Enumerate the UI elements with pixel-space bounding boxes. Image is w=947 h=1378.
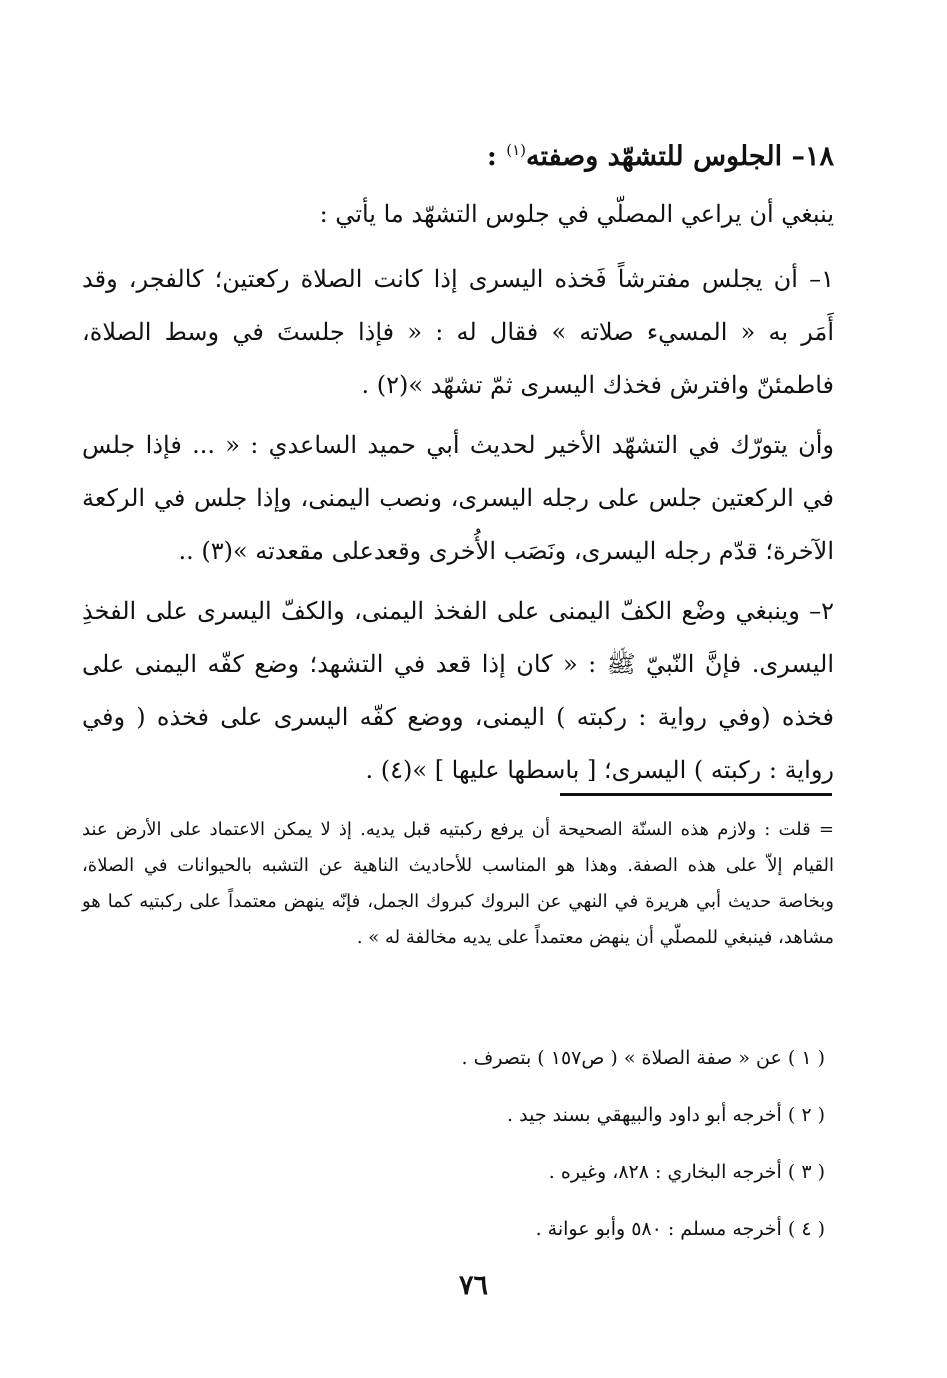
footnote-continuation: = قلت : ولازم هذه السنّة الصحيحة أن يرفع ركبتيه قبل يديه. إذ لا يمكن الاعتماد على الأرض عند القيام إلاّ على هذه الصفة. وهذا هو المناسب للأحاديث الناهية عن التشبه بالحيوانات في الصلاة، وبخاصة حديث أبي هريرة في النهي عن البروك كبروك الجمل، فإنّه ينهض معتمداً على ركبتيه كما هو مشاهد، فينبغي للمصلّي أن ينهض معتمداً على يديه مخالفة له » .	[82, 819, 834, 948]
section-colon: :	[486, 141, 497, 172]
footnote-4: ( ٤ ) أخرجه مسلم : ٥٨٠ وأبو عوانة .	[535, 1218, 825, 1240]
section-title: الجلوس للتشهّد وصفته	[526, 141, 783, 172]
page-number: ٧٦	[458, 1270, 488, 1301]
paragraph-hands-placement: ٢– وينبغي وضْع الكفّ اليمنى على الفخذ اليمنى، والكفّ اليسرى على الفخذِ اليسرى. فإنَّ النّبيّ ﷺ : « كان إذا قعد في التشهد؛ وضع كفّه اليمنى على فخذه (وفي رواية : ركبته ) اليمنى، ووضع كفّه اليسرى على فخذه ( وفي رواية : ركبته ) اليسرى؛ [ باسطها عليها ] »(٤) .	[82, 597, 835, 784]
footnote-2: ( ٢ ) أخرجه أبو داود والبيهقي بسند جيد .	[507, 1104, 825, 1126]
paragraph-tawarruk: وأن يتورّك في التشهّد الأخير لحديث أبي حميد الساعدي : « ... فإذا جلس في الركعتين جلس على رجله اليسرى، ونصب اليمنى، وإذا جلس في الركعة الآخرة؛ قدّم رجله اليسرى، ونَصَب الأُخرى وقعدعلى مقعدته »(٣) ..	[82, 431, 834, 565]
footnote-1: ( ١ ) عن « صفة الصلاة » ( ص١٥٧ ) بتصرف .	[461, 1047, 825, 1069]
intro-paragraph: ينبغي أن يراعي المصلّي في جلوس التشهّد ما يأتي :	[319, 200, 834, 228]
footnote-3: ( ٣ ) أخرجه البخاري : ٨٢٨، وغيره .	[548, 1161, 825, 1183]
section-number: ١٨	[804, 141, 834, 172]
footnote-ref-1: (١)	[506, 141, 526, 159]
paragraph-iftirash: ١– أن يجلس مفترشاً فَخذه اليسرى إذا كانت الصلاة ركعتين؛ كالفجر، وقد أَمَر به « المسيء صلاته » فقال له : « فإذا جلستَ في وسط الصلاة، فاطمئنّ وافترش فخذك اليسرى ثمّ تشهّد »(٢) .	[82, 265, 834, 399]
footnotes-list	[375, 1038, 825, 1266]
section-dash: –	[791, 141, 805, 172]
footnote-divider	[560, 793, 832, 796]
section-heading	[82, 128, 834, 179]
